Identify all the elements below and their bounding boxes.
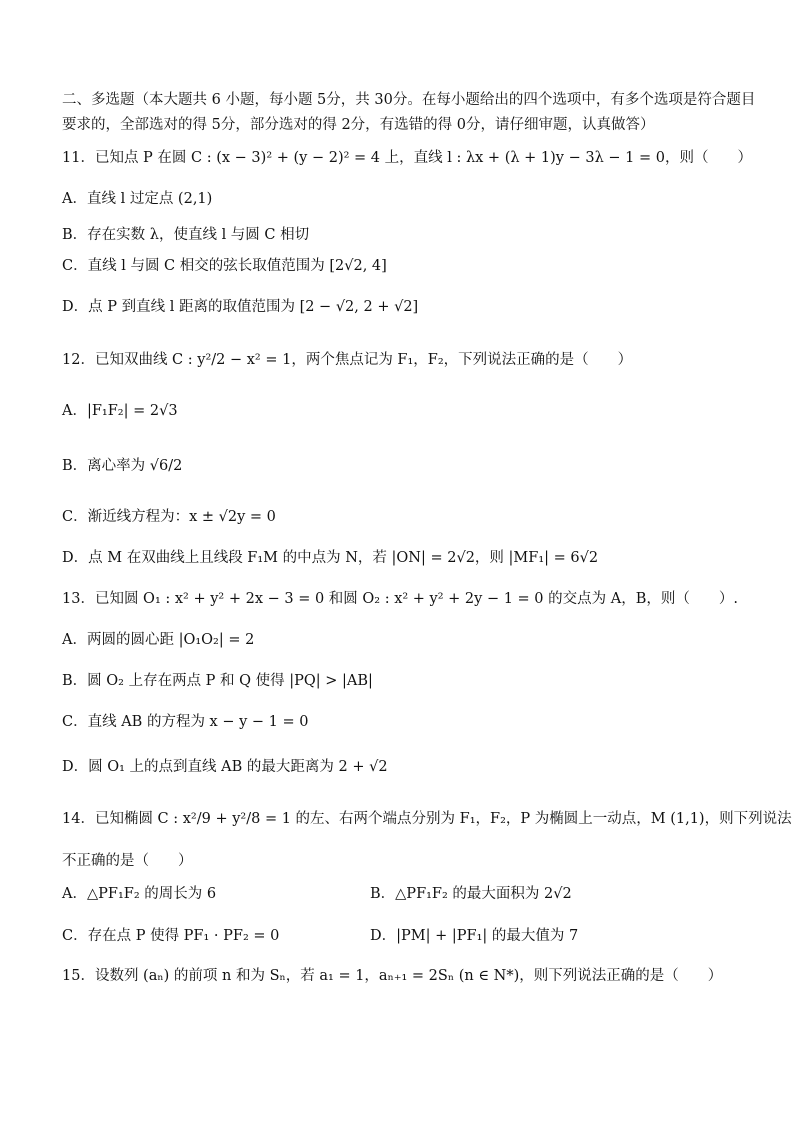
question-13-option-a: A．两圆的圆心距 |O₁O₂| = 2 <box>62 632 255 648</box>
question-14-option-d: D．|PM| + |PF₁| 的最大值为 7 <box>370 928 579 944</box>
question-12-option-a: A．|F₁F₂| = 2√3 <box>62 403 178 419</box>
question-11-option-c: C．直线 l 与圆 C 相交的弦长取值范围为 [2√2, 4] <box>62 258 387 274</box>
section-header-line-1: 二、多选题（本大题共 6 小题，每小题 5分，共 30分。在每小题给出的四个选项中，有多个选项是符合题目 <box>62 92 756 108</box>
question-12-option-b: B．离心率为 √6/2 <box>62 458 183 474</box>
question-12-stem: 12．已知双曲线 C : y²/2 − x² = 1，两个焦点记为 F₁，F₂，下列说法正确的是（ ） <box>62 352 633 368</box>
question-14-stem: 14．已知椭圆 C : x²/9 + y²/8 = 1 的左、右两个端点分别为 F₁，F₂，P 为椭圆上一动点，M (1,1)，则下列说法 <box>62 811 792 827</box>
question-13-option-b: B．圆 O₂ 上存在两点 P 和 Q 使得 |PQ| > |AB| <box>62 673 373 689</box>
question-11-option-d: D．点 P 到直线 l 距离的取值范围为 [2 − √2, 2 + √2] <box>62 299 419 315</box>
question-14-stem-continued: 不正确的是（ ） <box>62 853 193 869</box>
question-13-option-d: D．圆 O₁ 上的点到直线 AB 的最大距离为 2 + √2 <box>62 759 388 775</box>
question-15-stem: 15．设数列 (aₙ) 的前项 n 和为 Sₙ，若 a₁ = 1，aₙ₊₁ = 2Sₙ (n ∈ N*)，则下列说法正确的是（ ） <box>62 968 723 984</box>
question-11-stem: 11．已知点 P 在圆 C : (x − 3)² + (y − 2)² = 4 上，直线 l : λx + (λ + 1)y − 3λ − 1 = 0，则（ ） <box>62 150 752 166</box>
question-12-option-c: C．渐近线方程为：x ± √2y = 0 <box>62 509 276 525</box>
question-11-option-b: B．存在实数 λ，使直线 l 与圆 C 相切 <box>62 227 310 243</box>
section-header-line-2: 要求的，全部选对的得 5分，部分选对的得 2分，有选错的得 0分，请仔细审题，认真做答） <box>62 117 655 133</box>
question-14-option-a: A．△PF₁F₂ 的周长为 6 <box>62 886 217 902</box>
question-13-option-c: C．直线 AB 的方程为 x − y − 1 = 0 <box>62 714 309 730</box>
question-14-option-b: B．△PF₁F₂ 的最大面积为 2√2 <box>370 886 572 902</box>
question-13-stem: 13．已知圆 O₁ : x² + y² + 2x − 3 = 0 和圆 O₂ : x² + y² + 2y − 1 = 0 的交点为 A，B，则（ ）. <box>62 591 738 607</box>
question-12-option-d: D．点 M 在双曲线上且线段 F₁M 的中点为 N，若 |ON| = 2√2，则 |MF₁| = 6√2 <box>62 550 599 566</box>
question-11-option-a: A．直线 l 过定点 (2,1) <box>62 191 213 207</box>
question-14-option-c: C．存在点 P 使得 PF₁ · PF₂ = 0 <box>62 928 280 944</box>
